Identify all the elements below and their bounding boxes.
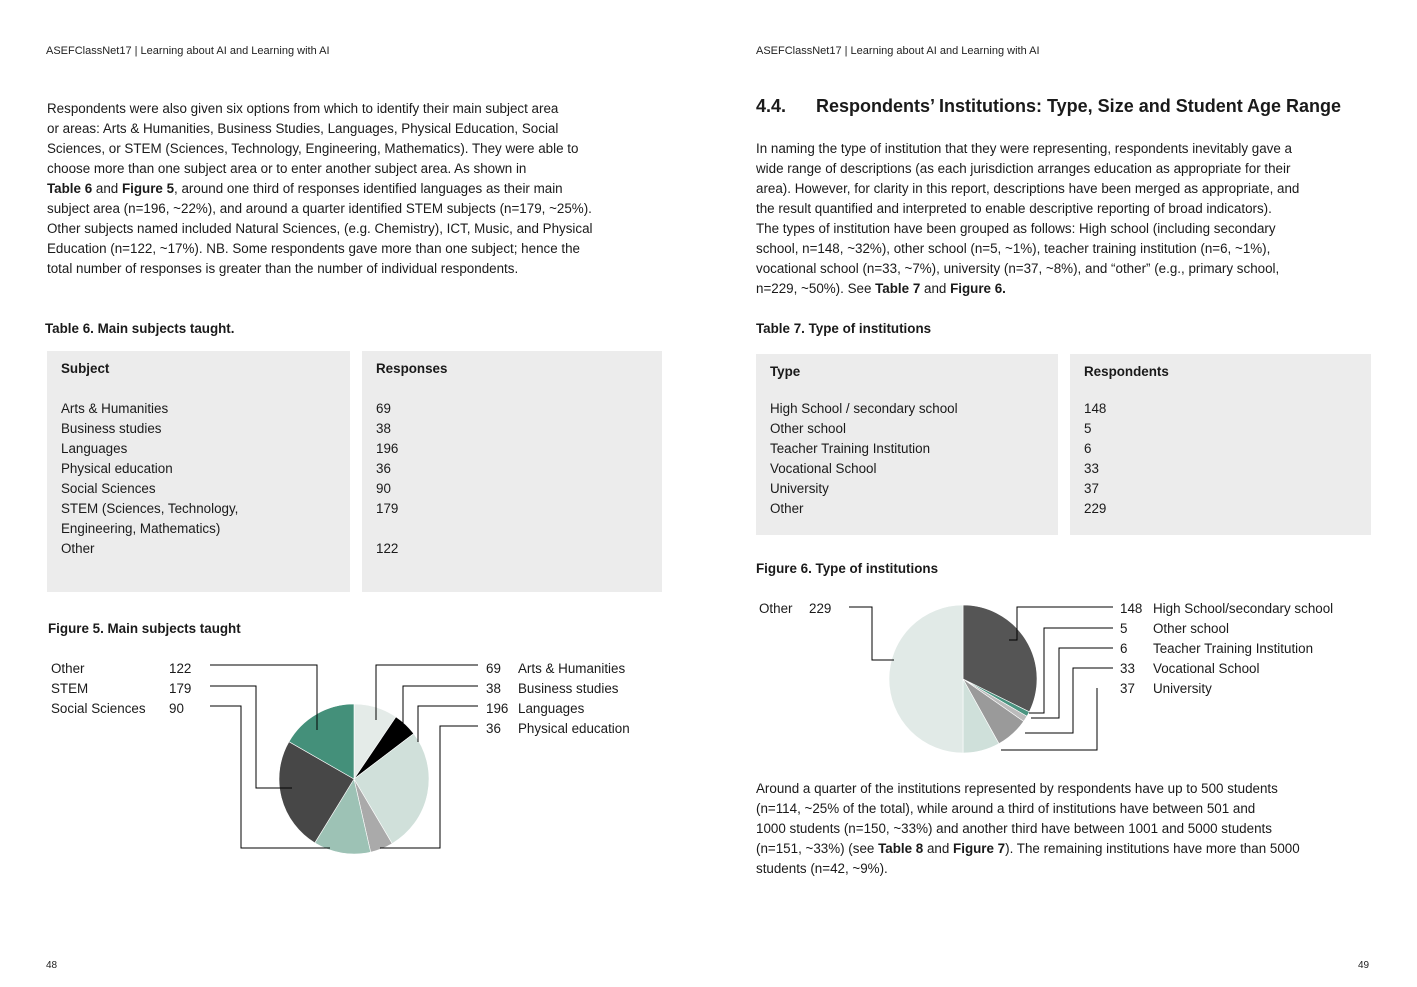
legend-value: 179 bbox=[169, 681, 192, 696]
intro-line: vocational school (n=33, ~7%), university (n=37, ~8%), and “other” (e.g., primary school, bbox=[756, 261, 1280, 276]
and-text: and bbox=[92, 181, 122, 196]
table6-cell: 38 bbox=[376, 421, 391, 436]
intro-line: or areas: Arts & Humanities, Business Studies, Languages, Physical Education, Social bbox=[47, 121, 559, 136]
pie-slice-other bbox=[889, 605, 963, 753]
legend-label: STEM bbox=[51, 681, 89, 696]
legend-value: 229 bbox=[809, 601, 832, 616]
table6-cell: Languages bbox=[61, 441, 128, 456]
table6-cell: 69 bbox=[376, 401, 391, 416]
legend-label: Business studies bbox=[518, 681, 619, 696]
table6-cell: 179 bbox=[376, 501, 399, 516]
table7-cell: 6 bbox=[1084, 441, 1092, 456]
intro-line: The types of institution have been grouped as follows: High school (including secondary bbox=[756, 221, 1276, 236]
legend-label: Physical education bbox=[518, 721, 630, 736]
table6-cell: 90 bbox=[376, 481, 391, 496]
figure5-reference: Figure 5 bbox=[121, 181, 175, 196]
intro-line: , around one third of responses identified languages as their main bbox=[174, 181, 563, 196]
leader-line bbox=[1009, 607, 1113, 640]
legend-label: High School/secondary school bbox=[1153, 601, 1334, 616]
leader-line bbox=[376, 665, 478, 720]
section-number: 4.4. bbox=[756, 96, 787, 116]
table7-cell: Other school bbox=[770, 421, 846, 436]
leader-line bbox=[1031, 648, 1113, 718]
table7-cell: Other bbox=[770, 501, 804, 516]
legend-value: 90 bbox=[169, 701, 184, 716]
table7-cell: Teacher Training Institution bbox=[770, 441, 931, 456]
legend-value: 196 bbox=[486, 701, 509, 716]
intro-line: school, n=148, ~32%), other school (n=5, ~1%), teacher training institution (n=6, ~1%), bbox=[756, 241, 1271, 256]
leader-line bbox=[210, 665, 317, 730]
table6-cell: Engineering, Mathematics) bbox=[61, 521, 221, 536]
table8-reference: Table 8 bbox=[878, 841, 924, 856]
table7-cell: High School / secondary school bbox=[770, 401, 958, 416]
legend-value: 33 bbox=[1120, 661, 1135, 676]
table7-cell: 37 bbox=[1084, 481, 1099, 496]
table6-cell: Other bbox=[61, 541, 95, 556]
legend-label: University bbox=[1153, 681, 1212, 696]
intro-line: subject area (n=196, ~22%), and around a quarter identified STEM subjects (n=179, ~25%). bbox=[47, 201, 592, 216]
leader-line bbox=[1025, 668, 1113, 733]
table6-cell: Arts & Humanities bbox=[61, 401, 169, 416]
left-page bbox=[0, 0, 708, 987]
intro-line: In naming the type of institution that they were representing, respondents inevitably gave a bbox=[756, 141, 1292, 156]
table7-cell: University bbox=[770, 481, 829, 496]
and-text: and bbox=[920, 281, 951, 296]
legend-value: 37 bbox=[1120, 681, 1135, 696]
legend-value: 6 bbox=[1120, 641, 1128, 656]
closing-line: ). The remaining institutions have more than 5000 bbox=[1005, 841, 1300, 856]
and-text: and bbox=[923, 841, 954, 856]
leader-line bbox=[1029, 628, 1113, 713]
table7-reference: Table 7 bbox=[875, 281, 921, 296]
table7-cell: 148 bbox=[1084, 401, 1107, 416]
table6-cell: 122 bbox=[376, 541, 399, 556]
legend-label: Other school bbox=[1153, 621, 1229, 636]
intro-line: Respondents were also given six options from which to identify their main subject area bbox=[47, 101, 559, 116]
legend-value: 122 bbox=[169, 661, 192, 676]
leader-line bbox=[849, 607, 894, 660]
legend-value: 69 bbox=[486, 661, 501, 676]
closing-paragraph bbox=[756, 779, 1300, 879]
intro-line: the result quantified and interpreted to enable descriptive reporting of broad indicators). bbox=[756, 201, 1272, 216]
table6-cell: Physical education bbox=[61, 461, 173, 476]
intro-line: total number of responses is greater than the number of individual respondents. bbox=[47, 261, 519, 276]
legend-label: Other bbox=[759, 601, 793, 616]
closing-line: 1000 students (n=150, ~33%) and another third have between 1001 and 5000 students bbox=[756, 821, 1272, 836]
legend-value: 36 bbox=[486, 721, 501, 736]
closing-line: (n=151, ~33%) (see bbox=[756, 841, 879, 856]
legend-label: Arts & Humanities bbox=[518, 661, 626, 676]
running-header: ASEFClassNet17 | Learning about AI and Learning with AI bbox=[46, 45, 330, 57]
closing-line: Around a quarter of the institutions represented by respondents have up to 500 students bbox=[756, 781, 1278, 796]
intro-line: Education (n=122, ~17%). NB. Some respondents gave more than one subject; hence the bbox=[47, 241, 580, 256]
intro-line: choose more than one subject area or to enter another subject area. As shown in bbox=[47, 161, 527, 176]
table6-cell: 36 bbox=[376, 461, 391, 476]
table6-header-responses: Responses bbox=[376, 361, 448, 376]
table7-cell: Vocational School bbox=[770, 461, 877, 476]
intro-line: Sciences, or STEM (Sciences, Technology, Engineering, Mathematics). They were able to bbox=[47, 141, 579, 156]
intro-line: area). However, for clarity in this report, descriptions have been merged as appropriate, and bbox=[756, 181, 1300, 196]
legend-label: Other bbox=[51, 661, 85, 676]
legend-label: Languages bbox=[518, 701, 585, 716]
legend-value: 5 bbox=[1120, 621, 1128, 636]
leader-line bbox=[418, 706, 478, 742]
closing-line: students (n=42, ~9%). bbox=[756, 861, 888, 876]
closing-line: (n=114, ~25% of the total), while around a third of institutions have between 501 and bbox=[756, 801, 1256, 816]
intro-line: Other subjects named included Natural Sciences, (e.g. Chemistry), ICT, Music, and Physical bbox=[47, 221, 593, 236]
intro-line: wide range of descriptions (as each jurisdiction arranges education as appropriate for their bbox=[756, 161, 1291, 176]
figure5-slices bbox=[279, 704, 429, 854]
running-header: ASEFClassNet17 | Learning about AI and Learning with AI bbox=[756, 45, 1040, 57]
table6-cell: STEM (Sciences, Technology, bbox=[61, 501, 239, 516]
figure6-slices bbox=[889, 605, 1037, 753]
table7-cell: 33 bbox=[1084, 461, 1099, 476]
figure6-caption: Figure 6. Type of institutions bbox=[756, 561, 939, 576]
legend-value: 38 bbox=[486, 681, 501, 696]
page-number: 48 bbox=[46, 960, 58, 971]
legend-value: 148 bbox=[1120, 601, 1143, 616]
legend-label: Social Sciences bbox=[51, 701, 146, 716]
table7-header-type: Type bbox=[770, 364, 801, 379]
table6-cell: 196 bbox=[376, 441, 399, 456]
table6-cell: Social Sciences bbox=[61, 481, 156, 496]
table6-caption: Table 6. Main subjects taught. bbox=[45, 321, 235, 336]
figure6-reference: Figure 6. bbox=[950, 281, 1006, 296]
table6-reference: Table 6 bbox=[47, 181, 93, 196]
section-title: Respondents’ Institutions: Type, Size and Student Age Range bbox=[816, 96, 1342, 116]
right-page bbox=[709, 0, 1417, 987]
table7-cell: 5 bbox=[1084, 421, 1092, 436]
table7-header-respondents: Respondents bbox=[1084, 364, 1169, 379]
figure5-pie-chart bbox=[0, 0, 708, 987]
legend-label: Vocational School bbox=[1153, 661, 1260, 676]
page-number: 49 bbox=[1358, 960, 1370, 971]
figure5-caption: Figure 5. Main subjects taught bbox=[48, 621, 241, 636]
table6-header-subject: Subject bbox=[61, 361, 110, 376]
legend-label: Teacher Training Institution bbox=[1153, 641, 1314, 656]
table6-cell: Business studies bbox=[61, 421, 162, 436]
intro-line: n=229, ~50%). See bbox=[756, 281, 876, 296]
table7-cell: 229 bbox=[1084, 501, 1107, 516]
figure7-reference: Figure 7 bbox=[953, 841, 1006, 856]
table7-caption: Table 7. Type of institutions bbox=[756, 321, 932, 336]
